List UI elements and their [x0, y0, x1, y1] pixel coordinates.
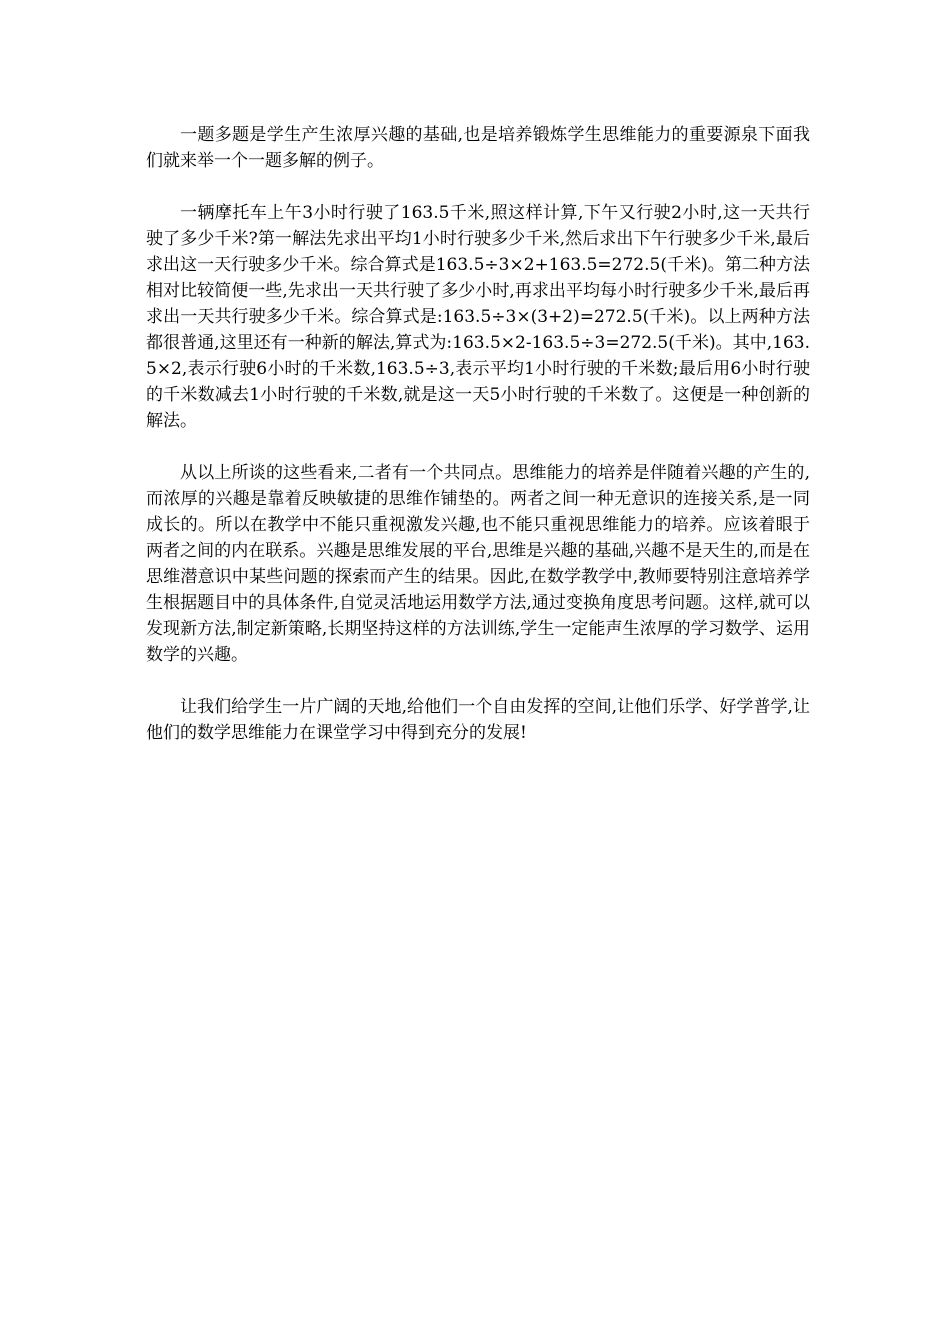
paragraph-intro: 一题多题是学生产生浓厚兴趣的基础,也是培养锻炼学生思维能力的重要源泉下面我们就来举一个一题多解的例子。 [146, 125, 810, 171]
paragraph-conclusion: 让我们给学生一片广阔的天地,给他们一个自由发挥的空间,让他们乐学、好学普学,让他们的数学思维能力在课堂学习中得到充分的发展! [146, 697, 810, 743]
document-body [146, 122, 810, 772]
paragraph-discussion: 从以上所谈的这些看来,二者有一个共同点。思维能力的培养是伴随着兴趣的产生的,而浓厚的兴趣是靠着反映敏捷的思维作铺垫的。两者之间一种无意识的连接关系,是一同成长的。所以在教学中不能只重视激发兴趣,也不能只重视思维能力的培养。应该着眼于两者之间的内在联系。兴趣是思维发展的平台,思维是兴趣的基础,兴趣不是天生的,而是在思维潜意识中某些问题的探索而产生的结果。因此,在数学教学中,教师要特别注意培养学生根据题目中的具体条件,自觉灵活地运用数学方法,通过变换角度思考问题。这样,就可以发现新方法,制定新策略,长期坚持这样的方法训练,学生一定能声生浓厚的学习数学、运用数学的兴趣。 [146, 463, 810, 665]
paragraph-example: 一辆摩托车上午3小时行驶了163.5千米,照这样计算,下午又行驶2小时,这一天共行驶了多少千米?第一解法先求出平均1小时行驶多少千米,然后求出下午行驶多少千米,最后求出这一天行驶多少千米。综合算式是163.5÷3×2+163.5=272.5(千米)。第二种方法相对比较简便一些,先求出一天共行驶了多少小时,再求出平均每小时行驶多少千米,最后再求出一天共行驶多少千米。综合算式是:163.5÷3×(3+2)=272.5(千米)。以上两种方法都很普通,这里还有一种新的解法,算式为:163.5×2-163.5÷3=272.5(千米)。其中,163.5×2,表示行驶6小时的千米数,163.5÷3,表示平均1小时行驶的千米数;最后用6小时行驶的千米数减去1小时行驶的千米数,就是这一天5小时行驶的千米数了。这便是一种创新的解法。 [146, 203, 810, 431]
